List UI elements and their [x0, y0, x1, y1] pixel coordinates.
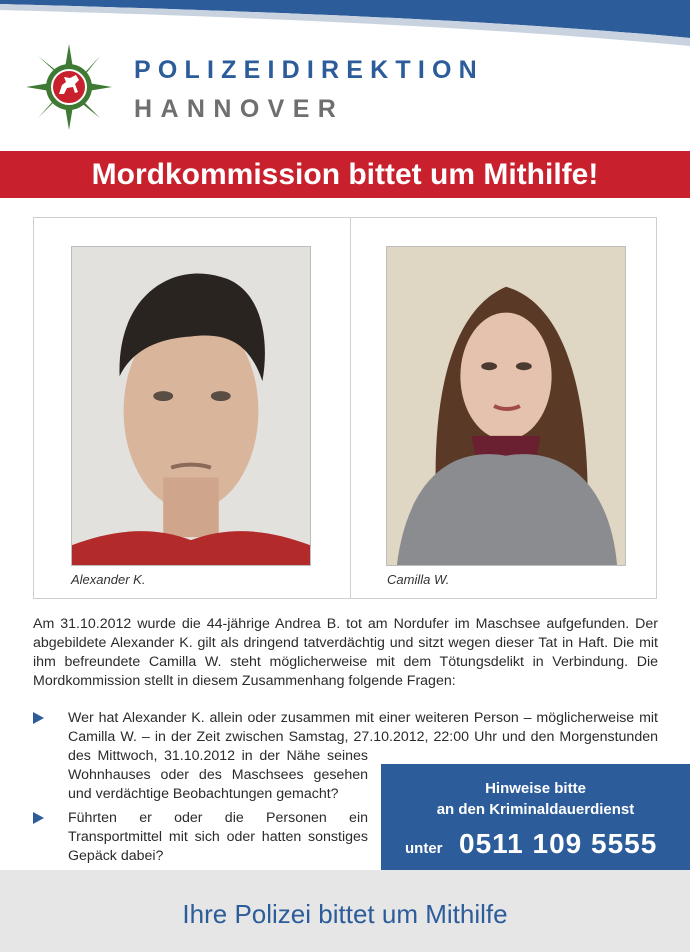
person-photo-camilla	[386, 246, 626, 566]
question-1-line-1: Wer hat Alexander K. allein oder zusammen mit einer weiteren Person – möglicherweise mit	[68, 710, 658, 726]
contact-box-line2: an den Kriminaldauerdienst	[436, 801, 635, 818]
question-1-continuation: des Mittwoch, 31.10.2012 in der Nähe seines Wohnhauses oder des Maschsees gesehen und verdächtige Beobachtungen gemacht?	[68, 748, 368, 802]
photo-caption-camilla: Camilla W.	[387, 572, 450, 587]
question-1-line-2: Camilla W. – in der Zeit zwischen Samstag, 27.10.2012, 22:00 Uhr und den Morgenstunden	[68, 729, 658, 745]
org-name-line2: HANNOVER	[134, 95, 345, 123]
contact-phone-prefix: unter	[405, 840, 443, 857]
triangle-bullet-icon	[33, 812, 44, 824]
photo-caption-alexander: Alexander K.	[71, 572, 146, 587]
question-2: Führten er oder die Personen ein Transportmittel mit sich oder hatten sonstiges Gepäck dabei?	[68, 810, 368, 864]
contact-phone-number: 0511 109 5555	[459, 828, 658, 859]
org-name-line1: POLIZEIDIREKTION	[134, 56, 484, 84]
contact-box-line1: Hinweise bitte	[485, 780, 586, 797]
footer-band	[0, 870, 690, 952]
appeal-title-banner: Mordkommission bittet um Mithilfe!	[0, 151, 690, 198]
photo-divider	[350, 217, 351, 599]
contact-box	[381, 764, 690, 870]
suspect-photo-alexander	[71, 246, 311, 566]
case-description: Am 31.10.2012 wurde die 44-jährige Andrea B. tot am Nordufer im Maschsee aufgefunden. Der abgebildete Alexander K. gilt als dringend tatverdächtig und sitzt wegen dieser Tat in Haft. Die mit ihm befreundete Camilla W. steht möglicherweise mit dem Tötungsdelikt in Verbindung. Die Mordkommission stellt in diesem Zusammenhang folgende Fragen:	[33, 616, 658, 689]
triangle-bullet-icon	[33, 712, 44, 724]
footer-slogan: Ihre Polizei bittet um Mithilfe	[182, 899, 508, 929]
police-star-horse-emblem-icon	[26, 44, 112, 130]
